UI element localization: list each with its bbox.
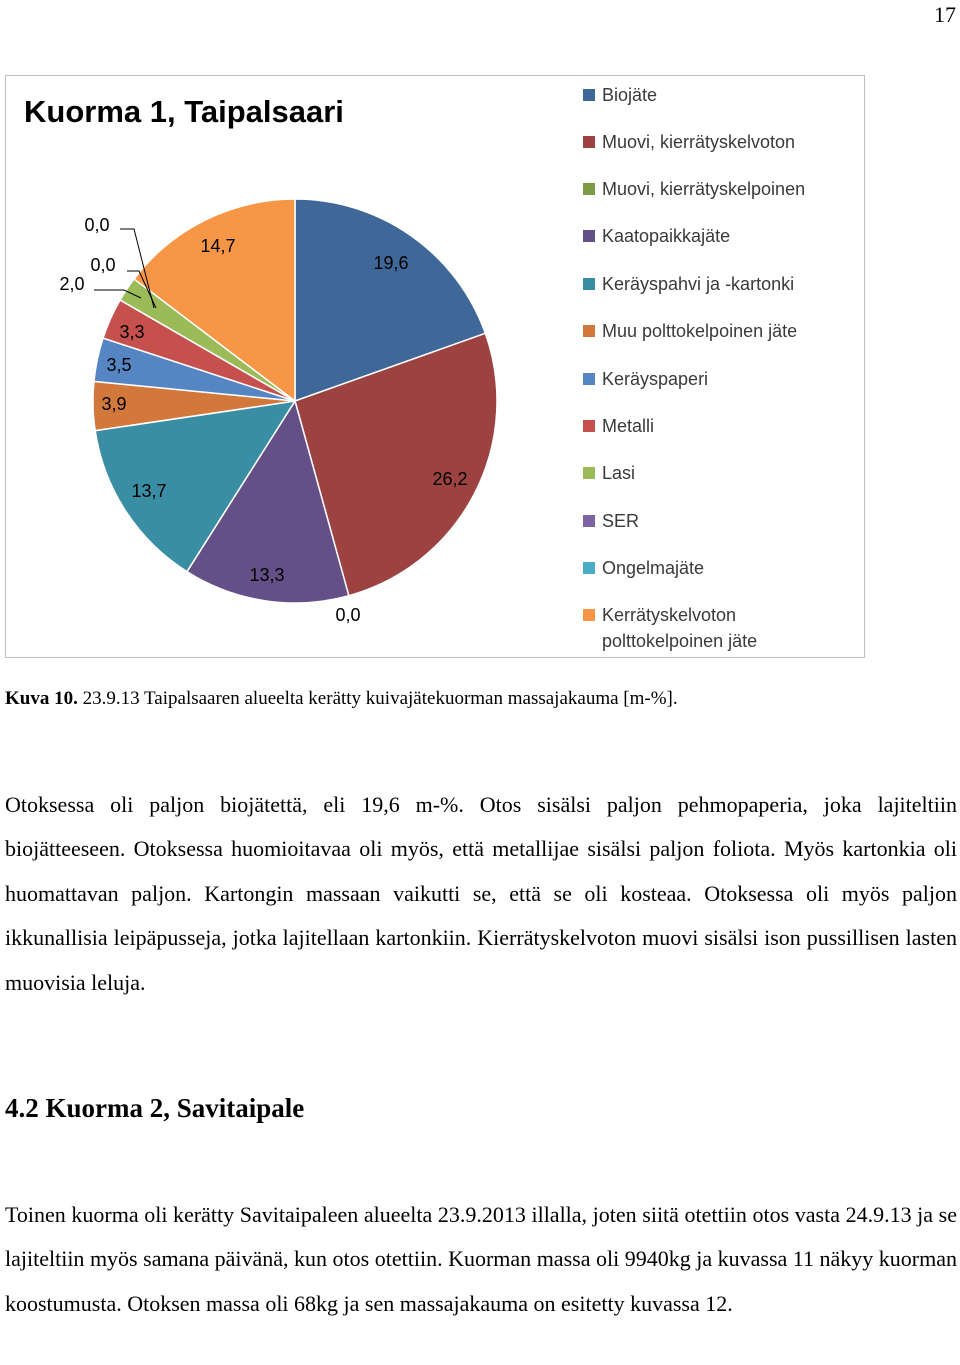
legend-item-1 bbox=[583, 82, 853, 108]
legend-swatch bbox=[583, 467, 595, 479]
legend-label: Keräyspahvi ja -kartonki bbox=[602, 274, 795, 294]
legend-item-9 bbox=[583, 460, 853, 486]
caption-label: Kuva 10. bbox=[5, 688, 78, 709]
legend-swatch bbox=[583, 373, 595, 385]
legend-swatch bbox=[583, 609, 595, 621]
legend-swatch bbox=[583, 278, 595, 290]
legend-label: Ongelmajäte bbox=[602, 558, 705, 578]
legend-label: Lasi bbox=[602, 463, 636, 483]
data-label-8: 3,3 bbox=[119, 322, 145, 342]
legend-swatch bbox=[583, 562, 595, 574]
data-label-1: 19,6 bbox=[373, 253, 409, 273]
legend-label: Muovi, kierrätyskelpoinen bbox=[602, 179, 806, 199]
legend-item-7 bbox=[583, 366, 853, 392]
section-heading: 4.2 Kuorma 2, Savitaipale bbox=[5, 1093, 305, 1123]
legend-label: Metalli bbox=[602, 416, 655, 436]
legend-item-3 bbox=[583, 176, 853, 202]
paragraph-1: Otoksessa oli paljon biojätettä, eli 19,6 m-%. Otos sisälsi paljon pehmopaperia, joka lajiteltiin biojätteeseen. Otoksessa huomioitavaa oli myös, että metallijae sisälsi paljon foliota. Myös kartonkia oli huomattavan paljon. Kartongin massaan vaikutti se, että se oli kosteaa. Otoksessa oli myös paljon ikkunallisia leipäpusseja, jotka lajitellaan kartonkiin. Kierrätyskelvoton muovi sisälsi ison pussillisen lasten muovisia leluja. bbox=[5, 792, 957, 995]
legend-item-2 bbox=[583, 129, 853, 155]
legend-swatch bbox=[583, 136, 595, 148]
legend-swatch bbox=[583, 515, 595, 527]
legend-item-10 bbox=[583, 508, 853, 534]
caption-text: 23.9.13 Taipalsaaren alueelta kerätty kuivajätekuorman massajakauma [m-%]. bbox=[77, 688, 678, 709]
legend-label: Kaatopaikkajäte bbox=[602, 226, 731, 246]
data-label-2: 26,2 bbox=[432, 469, 468, 489]
legend-label: Kerrätyskelvoton polttokelpoinen jäte bbox=[602, 605, 758, 651]
paragraph-2: Toinen kuorma oli kerätty Savitaipaleen alueelta 23.9.2013 illalla, joten siitä otettiin otos vasta 24.9.13 ja se lajiteltiin myös samana päivänä, kun otos otettiin. Kuorman massa oli 9940kg ja kuvassa 11 näkyy kuorman koostumusta. Otoksen massa oli 68kg ja sen massajakauma on esitetty kuvassa 12. bbox=[5, 1202, 957, 1316]
data-label-3: 0,0 bbox=[335, 605, 361, 625]
legend-item-11 bbox=[583, 555, 853, 581]
legend-swatch bbox=[583, 325, 595, 337]
legend-label: Keräyspaperi bbox=[602, 369, 709, 389]
data-label-7: 3,5 bbox=[106, 355, 132, 375]
legend-swatch bbox=[583, 89, 595, 101]
page-number: 17 bbox=[934, 2, 956, 27]
legend-item-8 bbox=[583, 413, 853, 439]
legend-label: Muu polttokelpoinen jäte bbox=[602, 321, 798, 341]
legend-label: Biojäte bbox=[602, 85, 658, 105]
data-label-4: 13,3 bbox=[249, 565, 285, 585]
legend-label: SER bbox=[602, 511, 640, 531]
legend-item-5 bbox=[583, 271, 853, 297]
legend-item-6 bbox=[583, 318, 853, 344]
data-label-9: 2,0 bbox=[59, 274, 85, 294]
legend-swatch bbox=[583, 420, 595, 432]
data-label-12: 14,7 bbox=[200, 236, 236, 256]
data-label-5: 13,7 bbox=[131, 481, 167, 501]
data-label-6: 3,9 bbox=[101, 394, 127, 414]
legend-item-12 bbox=[583, 602, 853, 654]
legend-item-4 bbox=[583, 223, 853, 249]
data-label-10: 0,0 bbox=[90, 255, 116, 275]
data-label-11: 0,0 bbox=[84, 215, 110, 235]
legend-swatch bbox=[583, 183, 595, 195]
legend-label: Muovi, kierrätyskelvoton bbox=[602, 132, 796, 152]
chart-title: Kuorma 1, Taipalsaari bbox=[24, 94, 344, 129]
pie-chart-frame bbox=[5, 75, 865, 658]
legend-swatch bbox=[583, 230, 595, 242]
figure-caption bbox=[5, 688, 678, 710]
